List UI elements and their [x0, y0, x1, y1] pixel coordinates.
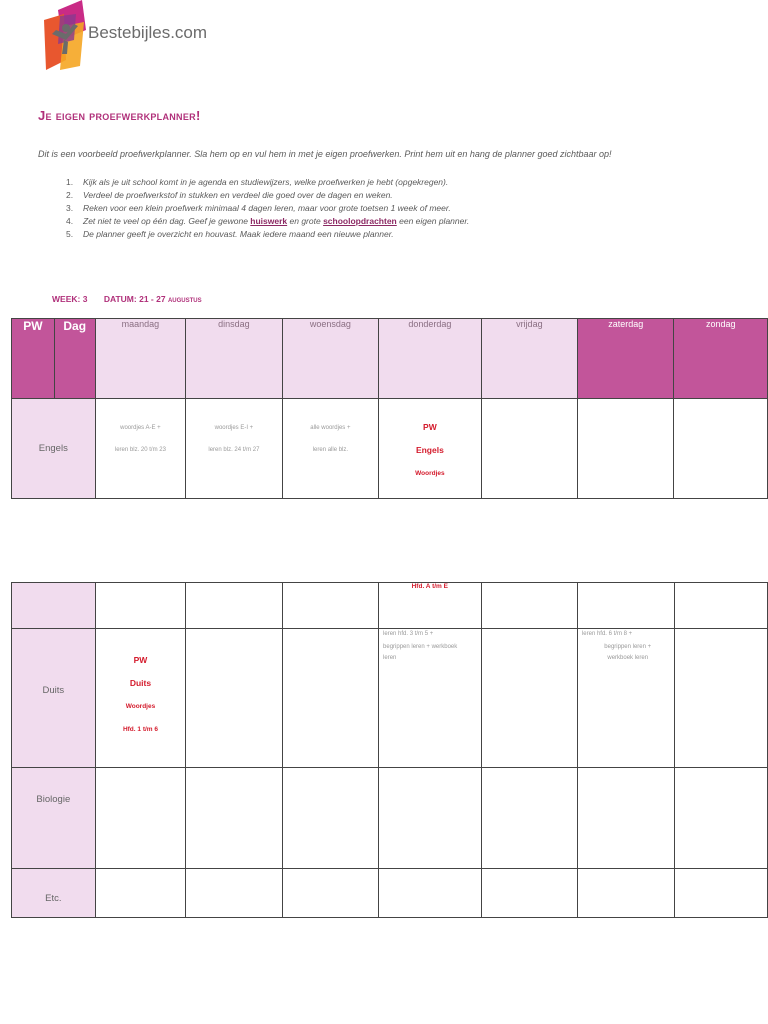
subject-engels: Engels	[12, 399, 96, 499]
cell[interactable]	[95, 768, 186, 869]
week-label: WEEK:	[52, 294, 81, 304]
col-dag: Dag	[54, 319, 95, 399]
cell[interactable]	[481, 869, 577, 918]
cell[interactable]	[481, 768, 577, 869]
cell[interactable]: leren hfd. 6 t/m 8 + begrippen leren + werkboek leren	[577, 629, 674, 768]
date-label: DATUM:	[103, 294, 137, 304]
cell[interactable]	[379, 768, 482, 869]
planner-table-week	[11, 318, 768, 499]
cell[interactable]	[481, 583, 577, 629]
list-item: 3. Reken voor een klein proefwerk minimaal 4 dagen leren, maar voor grote toetsen 1 week of meer.	[66, 203, 451, 213]
col-zondag: zondag	[674, 319, 768, 399]
cell[interactable]: Hfd. A t/m E	[379, 583, 482, 629]
table-row	[12, 583, 768, 629]
cell[interactable]	[577, 583, 674, 629]
date-month: augustus	[167, 294, 202, 304]
col-donderdag: donderdag	[379, 319, 481, 399]
cell[interactable]	[282, 583, 378, 629]
cell[interactable]	[481, 629, 577, 768]
cell[interactable]	[578, 399, 674, 499]
cell[interactable]	[674, 399, 768, 499]
schoolopdrachten-link[interactable]: schoolopdrachten	[323, 216, 397, 226]
cell[interactable]	[186, 768, 282, 869]
cell[interactable]	[186, 869, 282, 918]
table-row	[12, 768, 768, 869]
huiswerk-link[interactable]: huiswerk	[250, 216, 288, 226]
subject-duits: Duits	[12, 629, 96, 768]
cell[interactable]: woordjes A-E + leren blz. 20 t/m 23	[95, 399, 186, 499]
cell[interactable]	[379, 869, 482, 918]
list-item: 4. Zet niet te veel op één dag. Geef je gewone huiswerk en grote schoolopdrachten een eigen planner.	[66, 216, 470, 226]
subject-biologie: Biologie	[12, 768, 96, 869]
col-maandag: maandag	[95, 319, 186, 399]
cell[interactable]: woordjes E-I + leren blz. 24 t/m 27	[186, 399, 282, 499]
cell[interactable]	[186, 583, 282, 629]
cell[interactable]: alle woordjes + leren alle blz.	[282, 399, 379, 499]
cell	[12, 583, 96, 629]
week-value: 3	[82, 294, 88, 304]
cell[interactable]	[95, 869, 186, 918]
date-value: 21 - 27	[139, 294, 166, 304]
cell[interactable]: PW Engels Woordjes	[379, 399, 481, 499]
col-zaterdag: zaterdag	[578, 319, 674, 399]
col-pw: PW	[12, 319, 55, 399]
col-vrijdag: vrijdag	[481, 319, 577, 399]
intro-text: Dit is een voorbeeld proefwerkplanner. Sla hem op en vul hem in met je eigen proefwerken. Print hem uit en hang de planner goed zichtbaar op!	[38, 149, 612, 159]
cell[interactable]	[674, 629, 767, 768]
cell[interactable]	[674, 768, 767, 869]
table-row	[12, 399, 768, 499]
cell[interactable]	[674, 869, 767, 918]
cell[interactable]	[577, 768, 674, 869]
cell[interactable]	[186, 629, 282, 768]
cell[interactable]: leren hfd. 3 t/m 5 + begrippen leren + werkboek leren	[379, 629, 482, 768]
col-dinsdag: dinsdag	[186, 319, 282, 399]
list-item: 2. Verdeel de proefwerkstof in stukken en verdeel die goed over de dagen en weken.	[66, 190, 393, 200]
list-item: 5. De planner geeft je overzicht en houvast. Maak iedere maand een nieuwe planner.	[66, 229, 394, 239]
planner-table-continued	[11, 582, 768, 918]
cell[interactable]	[95, 583, 186, 629]
week-date-line	[52, 294, 202, 304]
header-row	[12, 319, 768, 399]
table-row	[12, 869, 768, 918]
steps-list	[66, 176, 469, 241]
cell[interactable]	[481, 399, 577, 499]
cell[interactable]	[282, 768, 378, 869]
list-item: 1. Kijk als je uit school komt in je agenda en studiewijzers, welke proefwerken je hebt (opgekregen).	[66, 177, 449, 187]
bestebijles-logo-icon	[38, 0, 94, 72]
subject-etc: Etc.	[12, 869, 96, 918]
cell[interactable]	[674, 583, 767, 629]
col-woensdag: woensdag	[282, 319, 379, 399]
cell[interactable]	[282, 629, 378, 768]
page-title: Je eigen proefwerkplanner!	[38, 108, 201, 123]
logo-text: Bestebijles.com	[88, 23, 208, 42]
cell[interactable]	[577, 869, 674, 918]
table-row	[12, 629, 768, 768]
cell[interactable]: PW Duits Woordjes Hfd. 1 t/m 6	[95, 629, 186, 768]
cell[interactable]	[282, 869, 378, 918]
